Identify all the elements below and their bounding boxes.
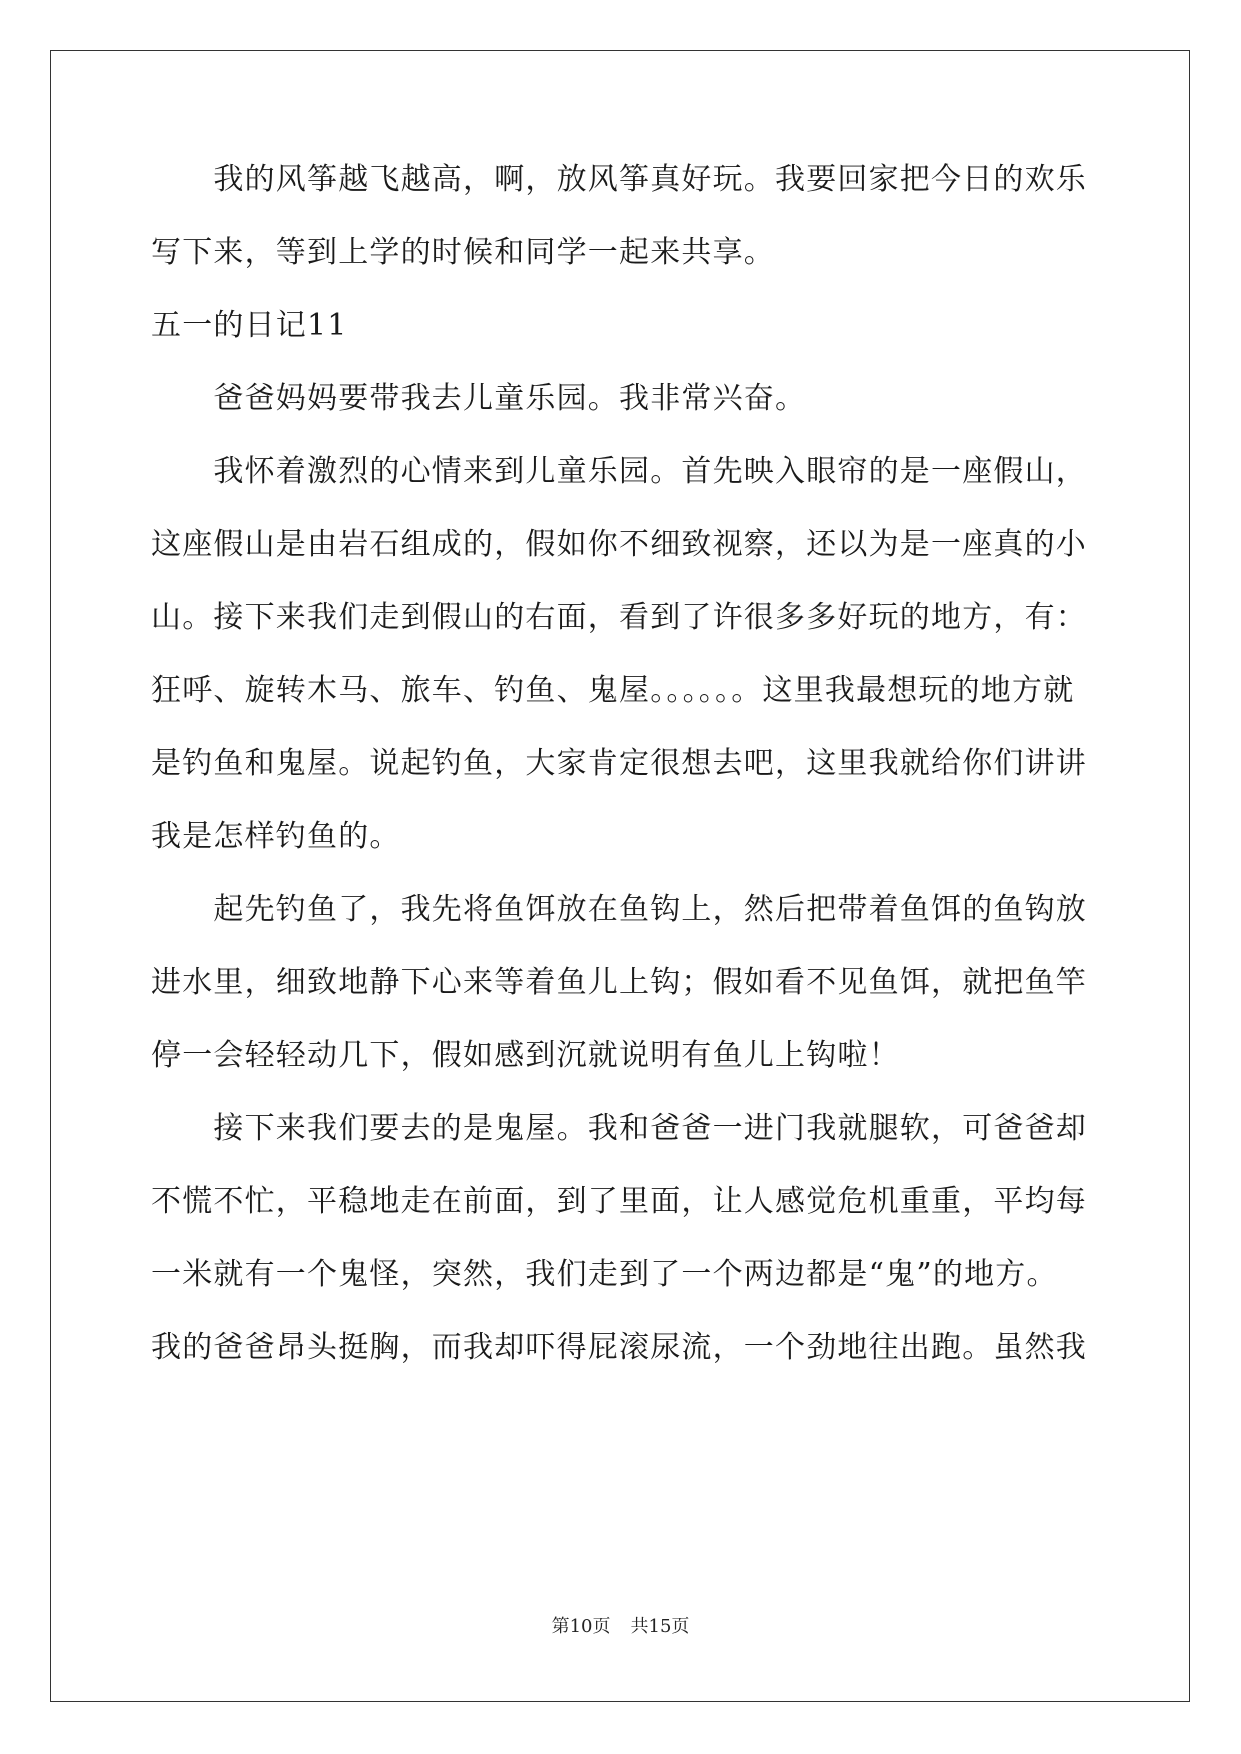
text-line: 这座假山是由岩石组成的，假如你不细致视察，还以为是一座真的小 [151,527,1087,562]
text-line: 写下来，等到上学的时候和同学一起来共享。 [151,235,775,270]
text-line: 是钓鱼和鬼屋。说起钓鱼，大家肯定很想去吧，这里我就给你们讲讲 [151,746,1087,781]
text-line: 起先钓鱼了，我先将鱼饵放在鱼钩上，然后把带着鱼饵的鱼钩放 [151,892,1087,927]
page-footer [0,1615,1241,1639]
text-line: 停一会轻轻动几下，假如感到沉就说明有鱼儿上钩啦！ [151,1038,900,1073]
text-line: 狂呼、旋转木马、旅车、钓鱼、鬼屋。。。。。。这里我最想玩的地方就 [151,673,1075,708]
text-line: 爸爸妈妈要带我去儿童乐园。我非常兴奋。 [151,381,807,416]
text-line: 我的风筝越飞越高，啊，放风筝真好玩。我要回家把今日的欢乐 [151,162,1087,197]
text-line: 进水里，细致地静下心来等着鱼儿上钩；假如看不见鱼饵，就把鱼竿 [151,965,1087,1000]
text-line: 我是怎样钓鱼的。 [151,819,401,854]
text-line: 不慌不忙，平稳地走在前面，到了里面，让人感觉危机重重，平均每 [151,1184,1087,1219]
page-number-current: 第10页 [551,1616,611,1637]
page-number-total: 共15页 [630,1616,690,1637]
text-line: 一米就有一个鬼怪，突然，我们走到了一个两边都是“鬼”的地方。 [151,1257,1058,1292]
text-line: 山。接下来我们走到假山的右面，看到了许很多多好玩的地方，有： [151,600,1087,635]
section-heading: 五一的日记11 [151,308,348,343]
page-border [50,50,1190,1702]
text-line: 我怀着激烈的心情来到儿童乐园。首先映入眼帘的是一座假山， [151,454,1087,489]
text-line: 我的爸爸昂头挺胸，而我却吓得屁滚尿流，一个劲地往出跑。虽然我 [151,1330,1087,1365]
text-line: 接下来我们要去的是鬼屋。我和爸爸一进门我就腿软，可爸爸却 [151,1111,1087,1146]
